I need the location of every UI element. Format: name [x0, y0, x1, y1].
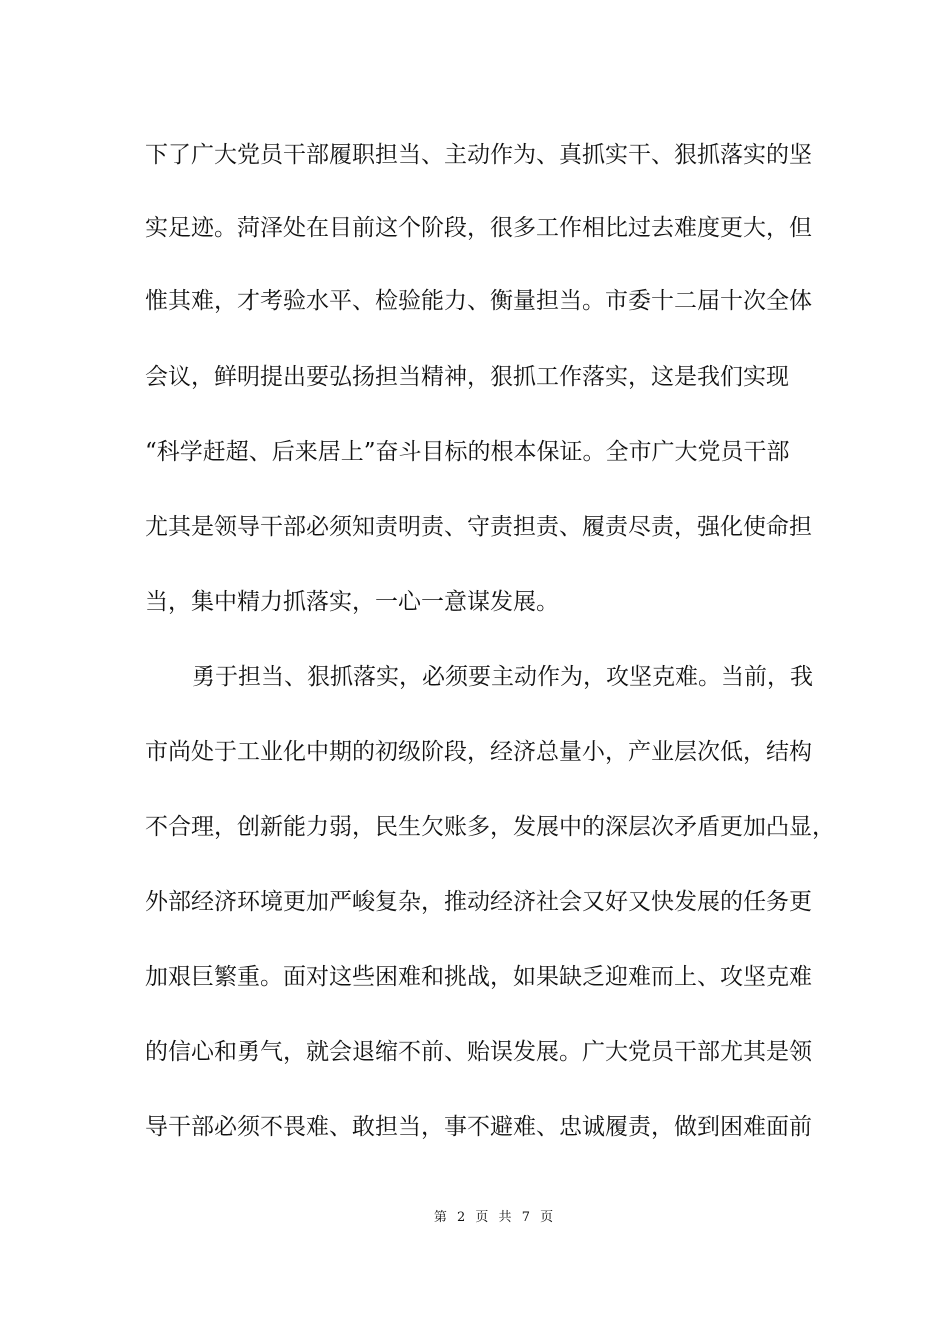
body-text-line: 当，集中精力抓落实，一心一意谋发展。	[145, 589, 559, 615]
body-text-line: 实足迹。菏泽处在目前这个阶段，很多工作相比过去难度更大，但	[145, 215, 812, 241]
body-text-line: 市尚处于工业化中期的初级阶段，经济总量小，产业层次低，结构	[145, 739, 812, 765]
body-text-line: 的信心和勇气，就会退缩不前、贻误发展。广大党员干部尤其是领	[145, 1039, 812, 1065]
page-number-footer: 第 2 页 共 7 页	[433, 1210, 557, 1225]
body-text-line: 外部经济环境更加严峻复杂，推动经济社会又好又快发展的任务更	[145, 889, 812, 915]
body-text-line: 会议，鲜明提出要弘扬担当精神，狠抓工作落实，这是我们实现	[145, 364, 789, 390]
body-text-line: 导干部必须不畏难、敢担当，事不避难、忠诚履责，做到困难面前	[145, 1114, 812, 1140]
body-text-line: 下了广大党员干部履职担当、主动作为、真抓实干、狠抓落实的坚	[145, 142, 812, 168]
body-text-line: 惟其难，才考验水平、检验能力、衡量担当。市委十二届十次全体	[145, 288, 812, 314]
body-text-line: “科学赶超、后来居上”奋斗目标的根本保证。全市广大党员干部	[145, 439, 790, 465]
body-text-line: 尤其是领导干部必须知责明责、守责担责、履责尽责，强化使命担	[145, 514, 812, 540]
paragraph-first-line: 勇于担当、狠抓落实，必须要主动作为，攻坚克难。当前，我	[192, 664, 813, 690]
body-text-line: 加艰巨繁重。面对这些困难和挑战，如果缺乏迎难而上、攻坚克难	[145, 964, 812, 990]
body-text-line: 不合理，创新能力弱，民生欠账多，发展中的深层次矛盾更加凸显，	[145, 814, 835, 840]
